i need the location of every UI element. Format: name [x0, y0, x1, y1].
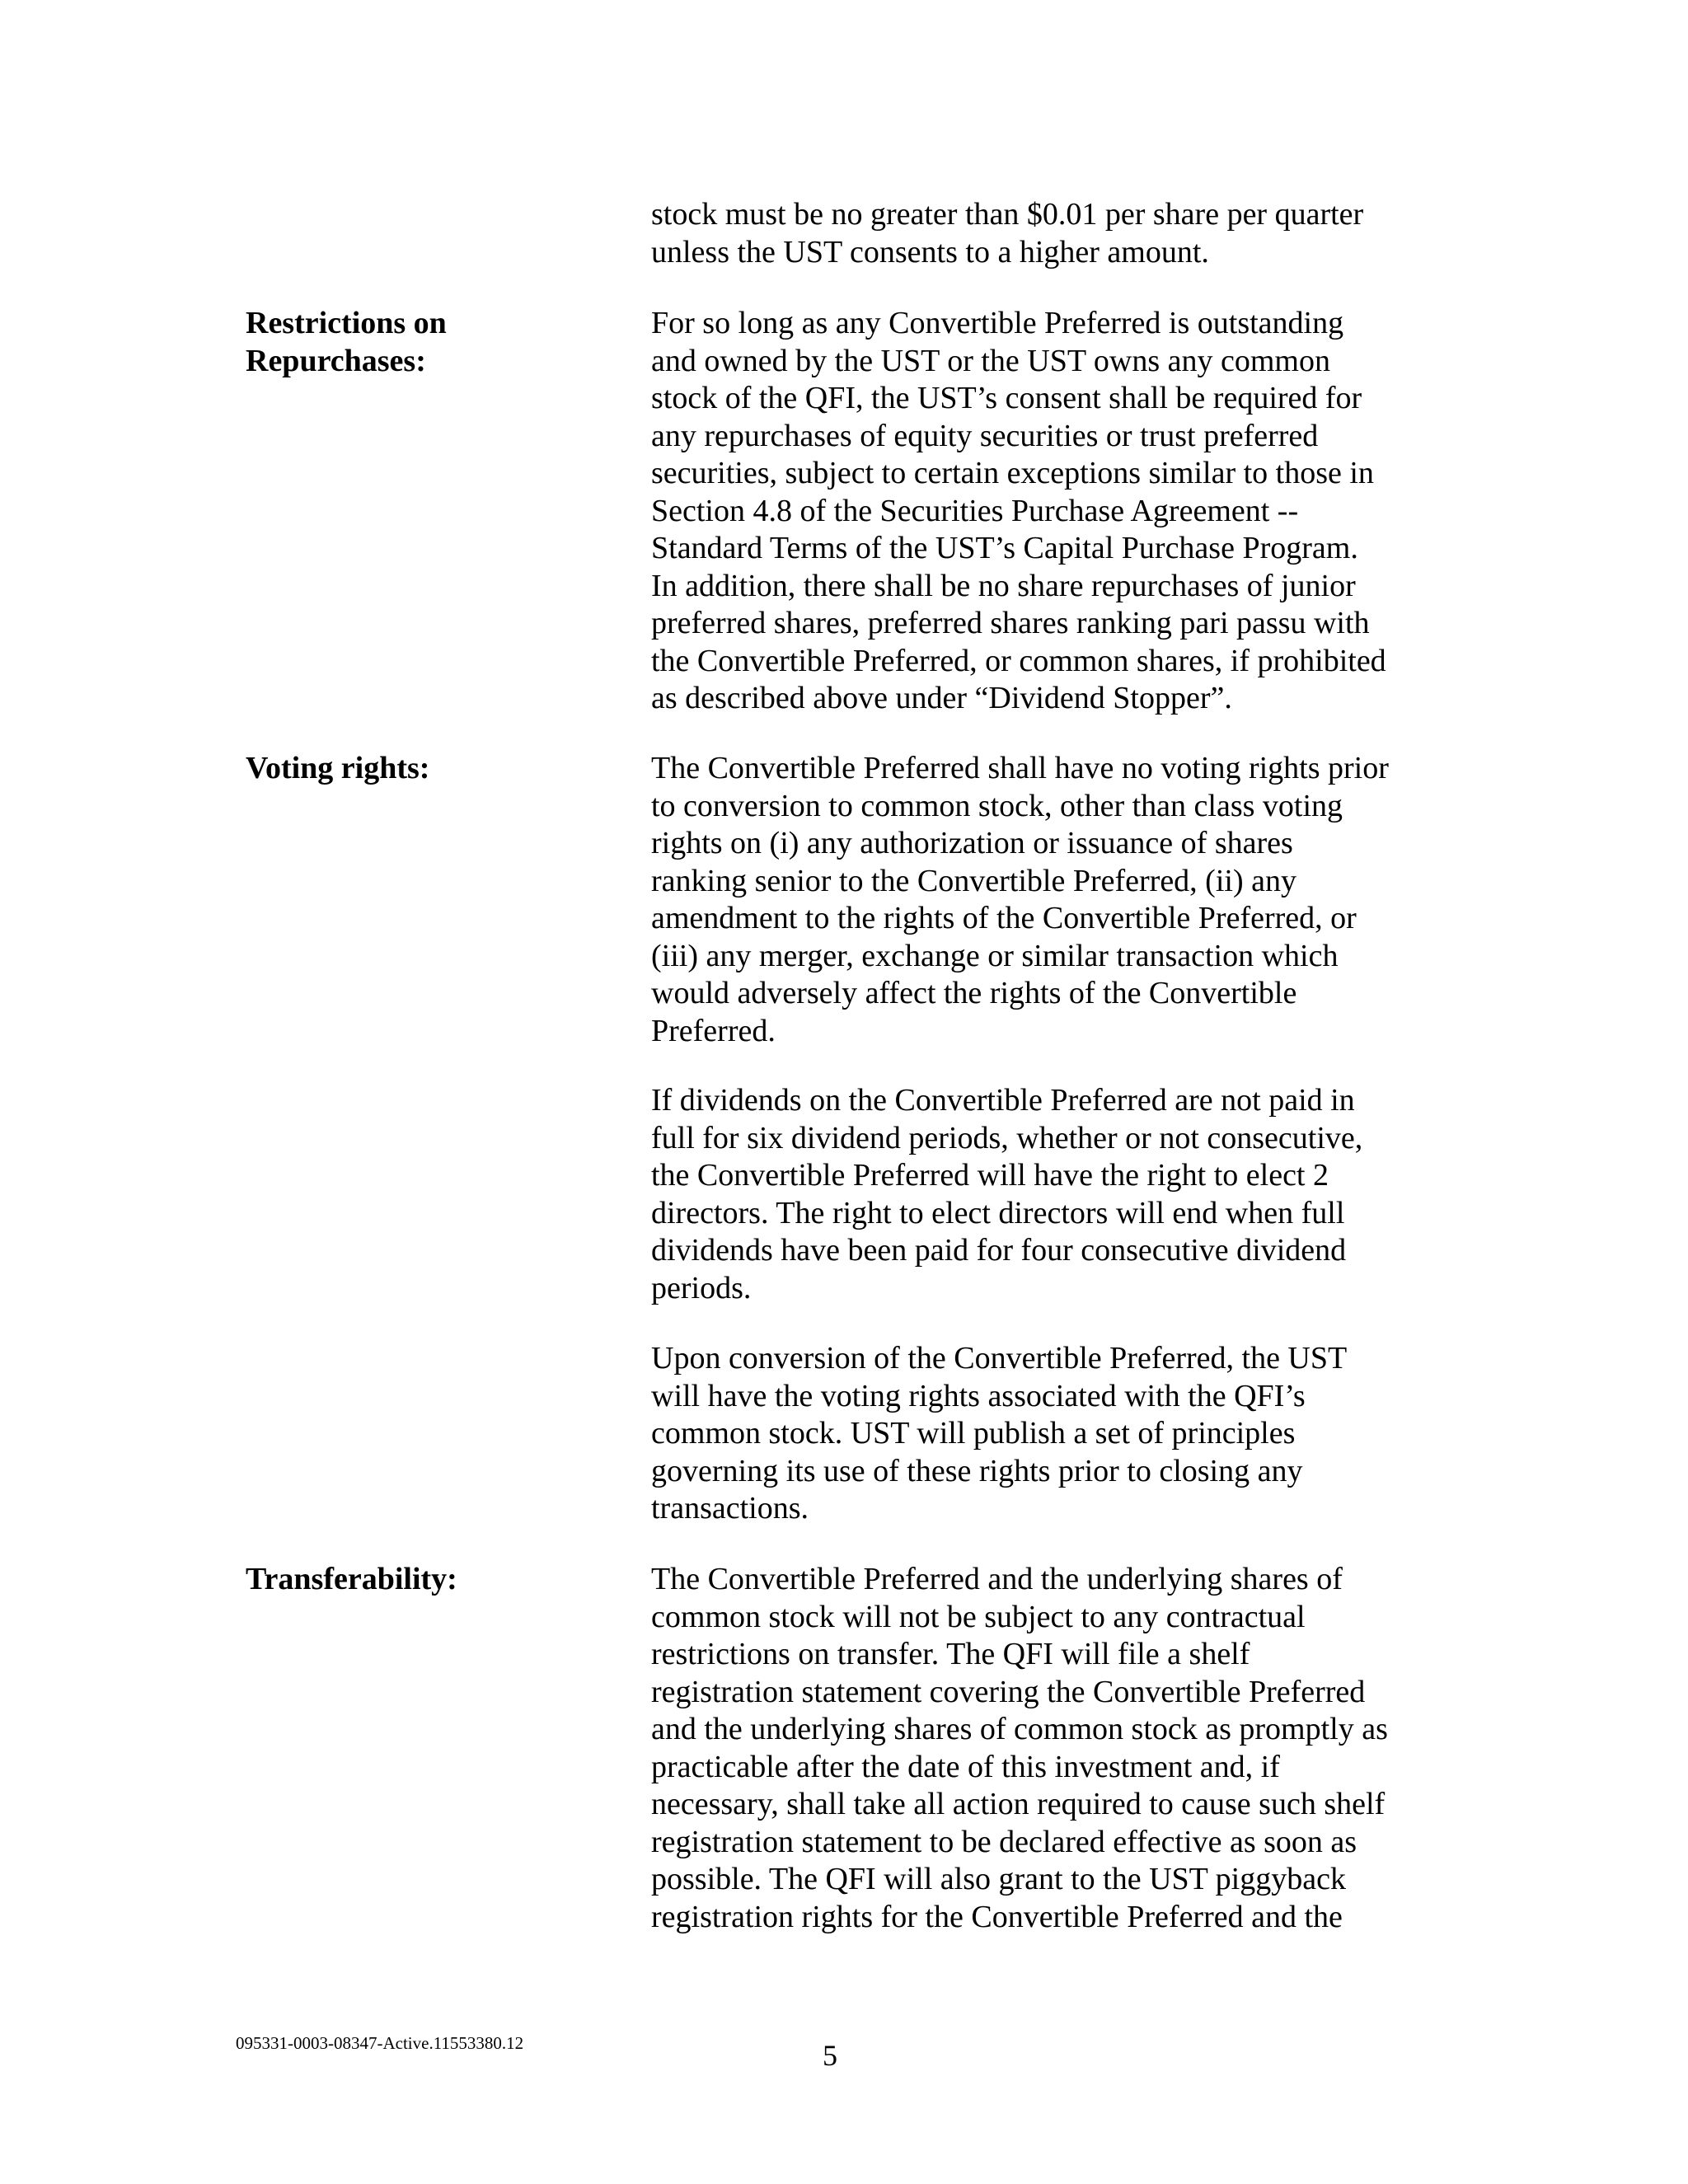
- text-line: ranking senior to the Convertible Preferred, (ii) any: [651, 863, 1296, 898]
- section-paragraph: [651, 1561, 1475, 1936]
- text-line: transactions.: [651, 1491, 809, 1526]
- text-line: registration statement to be declared effective as soon as: [651, 1824, 1357, 1859]
- section-paragraph: [651, 305, 1475, 718]
- text-line: (iii) any merger, exchange or similar transaction which: [651, 938, 1339, 973]
- text-line: any repurchases of equity securities or trust preferred: [651, 418, 1319, 453]
- term-label: [246, 750, 429, 788]
- text-line: unless the UST consents to a higher amount.: [651, 234, 1209, 269]
- term-line: Transferability:: [246, 1562, 457, 1596]
- text-line: amendment to the rights of the Convertible Preferred, or: [651, 901, 1357, 935]
- text-line: would adversely affect the rights of the Convertible: [651, 976, 1297, 1010]
- text-line: and the underlying shares of common stock as promptly as: [651, 1712, 1388, 1746]
- text-line: stock of the QFI, the UST’s consent shall be required for: [651, 381, 1362, 415]
- text-line: to conversion to common stock, other than class voting: [651, 788, 1343, 823]
- text-line: If dividends on the Convertible Preferred are not paid in: [651, 1083, 1355, 1118]
- text-line: Standard Terms of the UST’s Capital Purchase Program.: [651, 531, 1358, 565]
- term-line: Voting rights:: [246, 751, 430, 785]
- text-line: In addition, there shall be no share repurchases of junior: [651, 568, 1356, 603]
- text-line: practicable after the date of this investment and, if: [651, 1749, 1280, 1784]
- text-line: common stock will not be subject to any contractual: [651, 1599, 1306, 1634]
- text-line: For so long as any Convertible Preferred is outstanding: [651, 306, 1344, 340]
- term-label: [246, 1561, 457, 1599]
- text-line: securities, subject to certain exceptions similar to those in: [651, 456, 1374, 490]
- text-line: directors. The right to elect directors will end when full: [651, 1195, 1345, 1230]
- text-line: as described above under “Dividend Stopper”.: [651, 681, 1232, 715]
- text-line: governing its use of these rights prior to closing any: [651, 1453, 1303, 1488]
- text-line: will have the voting rights associated with the QFI’s: [651, 1378, 1306, 1413]
- text-line: dividends have been paid for four consecutive dividend: [651, 1233, 1347, 1268]
- text-line: the Convertible Preferred will have the right to elect 2: [651, 1158, 1329, 1193]
- text-line: necessary, shall take all action required to cause such shelf: [651, 1787, 1386, 1821]
- text-line: The Convertible Preferred shall have no voting rights prior: [651, 751, 1389, 785]
- term-label: [246, 305, 447, 380]
- text-line: registration statement covering the Convertible Preferred: [651, 1674, 1366, 1709]
- text-line: full for six dividend periods, whether or not consecutive,: [651, 1120, 1363, 1155]
- section-paragraph: [651, 1340, 1475, 1528]
- footer-document-id: 095331-0003-08347-Active.11553380.12: [236, 2033, 524, 2053]
- page-number: 5: [823, 2039, 837, 2072]
- term-line: Repurchases:: [246, 343, 426, 378]
- text-line: possible. The QFI will also grant to the UST piggyback: [651, 1862, 1346, 1896]
- text-line: Preferred.: [651, 1013, 776, 1048]
- text-line: registration rights for the Convertible Preferred and the: [651, 1899, 1343, 1934]
- text-line: rights on (i) any authorization or issuance of shares: [651, 826, 1293, 860]
- text-line: and owned by the UST or the UST owns any common: [651, 343, 1330, 378]
- text-line: the Convertible Preferred, or common shares, if prohibited: [651, 643, 1386, 678]
- text-line: Section 4.8 of the Securities Purchase Agreement --: [651, 493, 1299, 528]
- section-paragraph: [651, 1082, 1475, 1307]
- text-line: Upon conversion of the Convertible Preferred, the UST: [651, 1341, 1348, 1376]
- text-line: common stock. UST will publish a set of principles: [651, 1416, 1296, 1451]
- section-paragraph: [651, 750, 1475, 1050]
- text-line: stock must be no greater than $0.01 per share per quarter: [651, 197, 1364, 232]
- text-line: periods.: [651, 1270, 752, 1305]
- term-line: Restrictions on: [246, 306, 447, 340]
- text-line: restrictions on transfer. The QFI will file a shelf: [651, 1637, 1250, 1671]
- text-line: The Convertible Preferred and the underlying shares of: [651, 1562, 1343, 1596]
- text-line: preferred shares, preferred shares ranking pari passu with: [651, 606, 1370, 640]
- continuation-paragraph: [651, 196, 1475, 271]
